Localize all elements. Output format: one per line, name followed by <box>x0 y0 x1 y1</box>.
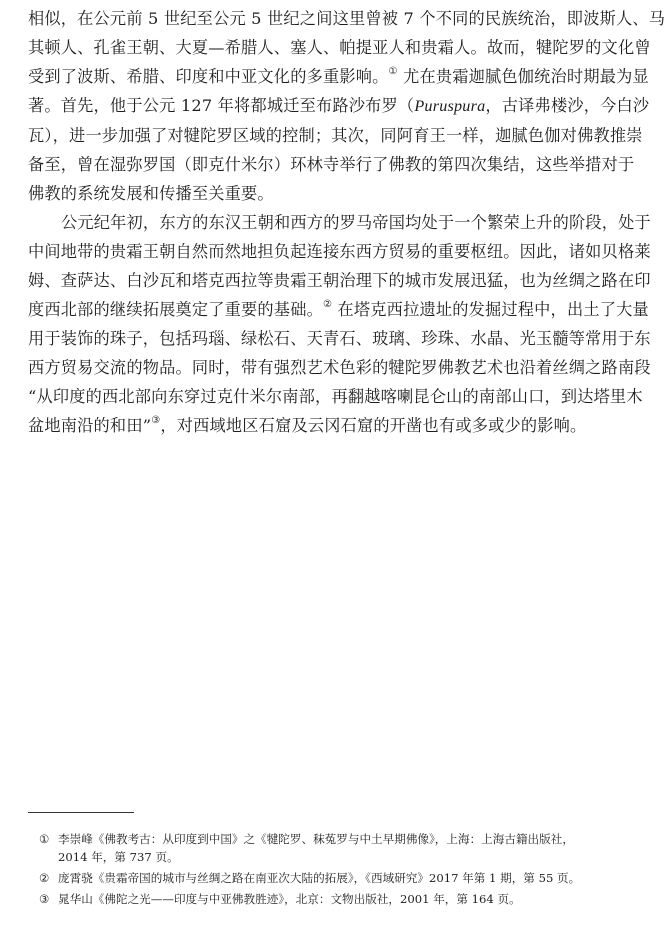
footnote-line: 2014 年，第 737 页。 <box>58 850 179 864</box>
text-line: 中间地带的贵霜王朝自然而然地担负起连接东西方贸易的重要枢纽。因此，诸如贝格莱 <box>28 242 651 261</box>
text-line: 西方贸易交流的物品。同时，带有强烈艺术色彩的犍陀罗佛教艺术也沿着丝绸之路南段 <box>28 358 651 377</box>
main-text <box>28 4 665 440</box>
text-run: 著。首先，他于公元 127 年将都城迁至布路沙布罗（ <box>28 96 415 115</box>
paragraph-2 <box>28 208 651 440</box>
text-line: 备至，曾在湿弥罗国（即克什米尔）环林寺举行了佛教的第四次集结，这些举措对于 <box>28 155 635 174</box>
latin-term: Puruspura <box>414 97 486 115</box>
footnote-1 <box>28 830 600 866</box>
text-line <box>28 91 650 121</box>
text-line: 公元纪年初，东方的东汉王朝和西方的罗马帝国均处于一个繁荣上升的阶段，处于 <box>61 213 651 232</box>
text-line: 其顿人、孔雀王朝、大夏—希腊人、塞人、帕提亚人和贵霜人。故而，犍陀罗的文化曾 <box>28 38 651 57</box>
footnote-divider <box>28 812 134 813</box>
footnote-number: ③ <box>39 892 50 906</box>
footnote-number: ② <box>39 871 50 885</box>
text-line: 用于装饰的珠子，包括玛瑙、绿松石、天青石、玻璃、珍珠、水晶、光玉髓等常用于东 <box>28 329 651 348</box>
text-line: 佛教的系统发展和传播至关重要。 <box>28 184 274 203</box>
text-run: ，古译弗楼沙，今白沙 <box>485 96 650 115</box>
footnote-ref-3[interactable]: ③ <box>151 414 161 426</box>
text-run: ，对西域地区石窟及云冈石窟的开凿也有或多或少的影响。 <box>160 416 587 435</box>
text-run: 在塔克西拉遗址的发掘过程中，出土了大量 <box>337 300 649 319</box>
text-line: 相似，在公元前 5 世纪至公元 5 世纪之间这里曾被 7 个不同的民族统治，即波斯人、马 <box>28 9 665 28</box>
footnote-line: 晁华山《佛陀之光——印度与中亚佛教胜迹》，北京：文物出版社，2001 年，第 164 页。 <box>58 892 521 906</box>
footnote-number: ① <box>39 832 50 846</box>
footnotes <box>28 830 600 911</box>
text-line: 姆、查萨达、白沙瓦和塔克西拉等贵霜王朝治理下的城市发展迅猛，也为丝绸之路在印 <box>28 271 651 290</box>
text-line: “从印度的西北部向东穿过克什米尔南部，再翻越喀喇昆仑山的南部山口，到达塔里木 <box>28 387 643 406</box>
footnote-ref-2[interactable]: ② <box>322 298 333 310</box>
footnote-3 <box>28 890 600 908</box>
text-run: 盆地南沿的和田” <box>28 416 152 435</box>
paragraph-1 <box>28 4 665 208</box>
text-line: 瓦），进一步加强了对犍陀罗区域的控制；其次，同阿育王一样，迦腻色伽对佛教推崇 <box>28 126 643 145</box>
text-run: 尤在贵霜迦腻色伽统治时期最为显 <box>403 67 649 86</box>
footnote-line: 庞霄骁《贵霜帝国的城市与丝绸之路在南亚次大陆的拓展》，《西域研究》2017 年第 1 期，第 55 页。 <box>58 871 581 885</box>
text-line <box>28 62 649 91</box>
footnote-2 <box>28 869 600 887</box>
footnote-ref-1[interactable]: ① <box>388 65 398 77</box>
footnote-line: 李崇峰《佛教考古：从印度到中国》之《犍陀罗、秣菟罗与中土早期佛像》，上海：上海古籍出版社， <box>58 832 574 846</box>
text-run: 度西北部的继续拓展奠定了重要的基础。 <box>28 300 323 319</box>
text-line <box>28 295 649 324</box>
text-run: 受到了波斯、希腊、印度和中亚文化的多重影响。 <box>28 67 389 86</box>
text-line <box>28 411 600 440</box>
